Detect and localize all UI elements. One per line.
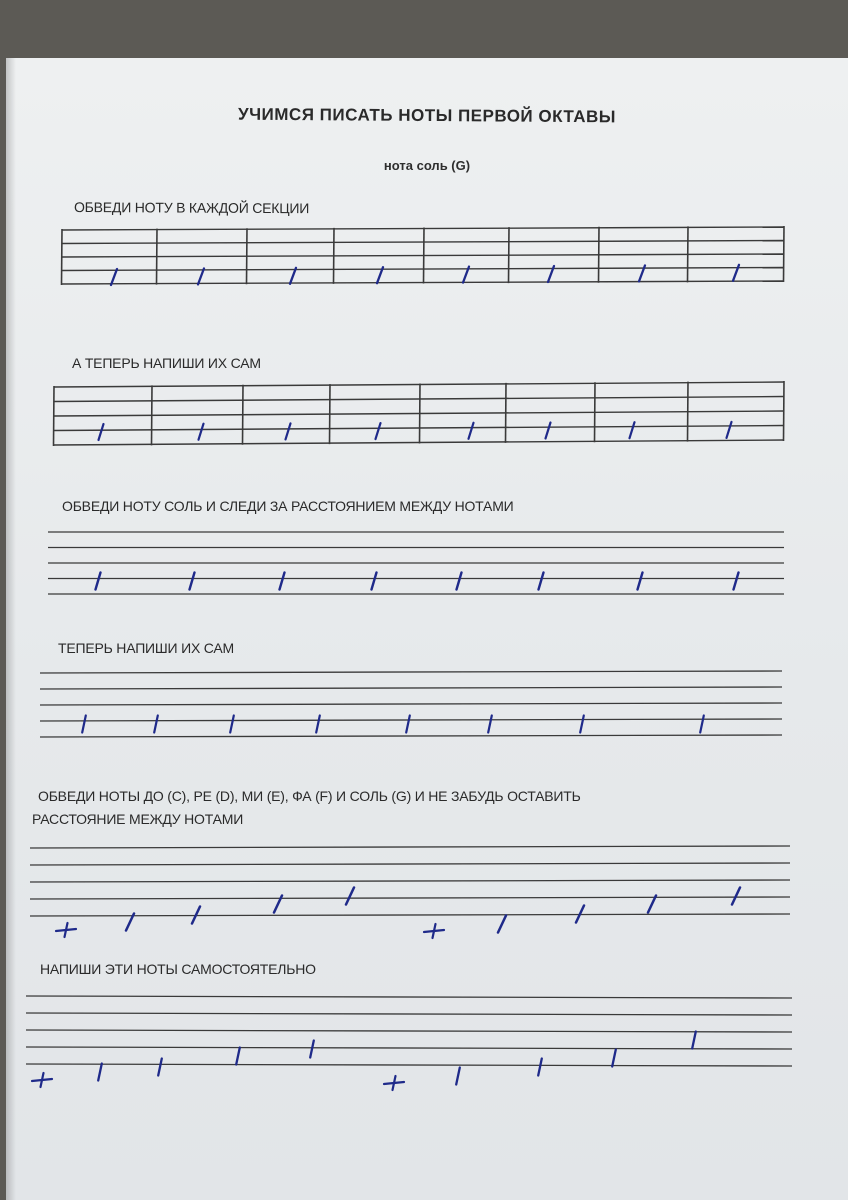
worksheet-page: [6, 58, 848, 1200]
section-2-note-g: [286, 423, 291, 439]
staff-line: [40, 703, 782, 705]
section-1-note-g: [111, 269, 117, 285]
section-4-note-g: [488, 716, 492, 733]
staff-6: [26, 996, 792, 1066]
section-1-instruction: ОБВЕДИ НОТУ В КАЖДОЙ СЕКЦИИ: [73, 199, 310, 217]
section-3-note-g: [372, 573, 377, 590]
staff-line: [40, 719, 782, 721]
staff-line: [30, 897, 790, 899]
staff-2-barline: [152, 385, 153, 445]
staff-2-barline: [688, 382, 689, 442]
staff-line: [62, 227, 784, 230]
staff-2-barline: [330, 384, 331, 444]
section-6-note-e: [158, 1059, 162, 1076]
staff-line: [26, 996, 792, 998]
staff-line: [30, 914, 790, 916]
staff-line: [26, 1030, 792, 1032]
section-3-note-g: [539, 573, 544, 590]
section-5-note-c-ledger: [424, 930, 444, 932]
staff-line: [54, 397, 784, 402]
section-4-note-g: [580, 716, 584, 733]
staff-line: [30, 846, 790, 848]
staff-2-barline: [784, 381, 785, 441]
section-5-note-d: [498, 916, 506, 933]
section-2-note-g: [546, 423, 551, 439]
staff-1-barline: [334, 228, 335, 284]
section-6-note-c-ledger: [32, 1079, 52, 1081]
staff-line: [40, 687, 782, 689]
section-6-note-d: [456, 1068, 460, 1085]
staff-line: [30, 863, 790, 865]
section-6-note-e: [538, 1059, 542, 1076]
section-2-note-g: [630, 422, 635, 438]
staff-1-barline: [688, 226, 689, 282]
staff-line: [26, 1013, 792, 1015]
section-4-note-g: [230, 716, 234, 733]
section-5-instruction-line2: РАССТОЯНИЕ МЕЖДУ НОТАМИ: [32, 811, 244, 827]
section-2-note-g: [99, 424, 104, 440]
section-6-note-g: [692, 1032, 696, 1049]
staff-line: [54, 382, 784, 387]
section-6-note-f: [612, 1050, 616, 1067]
section-5-note-c-ledger: [56, 929, 76, 931]
staff-line: [26, 1064, 792, 1066]
section-3-note-g: [457, 573, 462, 590]
section-2-note-g: [469, 423, 474, 439]
section-5-note-g: [732, 888, 740, 905]
section-6-note-g: [310, 1041, 314, 1058]
section-6-note-c-ledger: [384, 1082, 404, 1084]
staff-line: [26, 1047, 792, 1049]
section-4-instruction: ТЕПЕРЬ НАПИШИ ИХ САМ: [58, 640, 234, 656]
staff-1-barline: [599, 227, 600, 283]
staff-3: [48, 532, 784, 594]
staff-1-barline: [784, 226, 785, 282]
section-6-note-d: [98, 1064, 102, 1081]
staff-2-barline: [506, 383, 507, 443]
section-4-note-g: [82, 716, 86, 733]
staff-line: [40, 735, 782, 737]
staff-2-barline: [595, 382, 596, 442]
staff-line: [62, 241, 784, 244]
section-3-note-g: [190, 573, 195, 590]
section-3-note-g: [734, 573, 739, 590]
section-4-note-g: [154, 716, 158, 733]
section-3-instruction: ОБВЕДИ НОТУ СОЛЬ И СЛЕДИ ЗА РАССТОЯНИЕМ МЕЖДУ НОТАМИ: [62, 498, 514, 514]
worksheet-title: УЧИМСЯ ПИСАТЬ НОТЫ ПЕРВОЙ ОКТАВЫ: [238, 104, 617, 127]
staff-line: [40, 671, 782, 673]
staves-drawing: [6, 58, 848, 1200]
staff-2-barline: [243, 385, 244, 445]
section-6-instruction: НАПИШИ ЭТИ НОТЫ САМОСТОЯТЕЛЬНО: [40, 961, 316, 977]
section-5-note-g: [346, 888, 354, 905]
section-3-note-g: [96, 573, 101, 590]
section-4-note-g: [316, 716, 320, 733]
staff-1-barline: [157, 229, 158, 285]
staff-1-barline: [247, 228, 248, 284]
section-6-note-f: [236, 1048, 240, 1065]
staff-2-barline: [420, 383, 421, 443]
staff-5: [30, 846, 790, 916]
staff-line: [30, 880, 790, 882]
section-2-instruction: А ТЕПЕРЬ НАПИШИ ИХ САМ: [72, 355, 261, 371]
section-1-note-g: [198, 268, 204, 284]
section-3-note-g: [638, 573, 643, 590]
staff-1-barline: [509, 227, 510, 283]
worksheet-subtitle: нота соль (G): [383, 158, 471, 173]
section-5-instruction-line1: ОБВЕДИ НОТЫ ДО (C), РЕ (D), МИ (E), ФА (F) И СОЛЬ (G) И НЕ ЗАБУДЬ ОСТАВИТЬ: [38, 788, 581, 804]
section-2-note-g: [199, 424, 204, 440]
section-2-note-g: [376, 423, 381, 439]
section-3-note-g: [280, 573, 285, 590]
staff-1-barline: [424, 227, 425, 283]
section-5-note-f: [648, 896, 656, 913]
section-4-note-g: [406, 716, 410, 733]
section-4-note-g: [700, 716, 704, 733]
section-2-note-g: [727, 422, 732, 438]
staff-4: [40, 671, 782, 737]
staff-2-barline: [54, 386, 55, 446]
staff-1-barline: [62, 229, 63, 285]
